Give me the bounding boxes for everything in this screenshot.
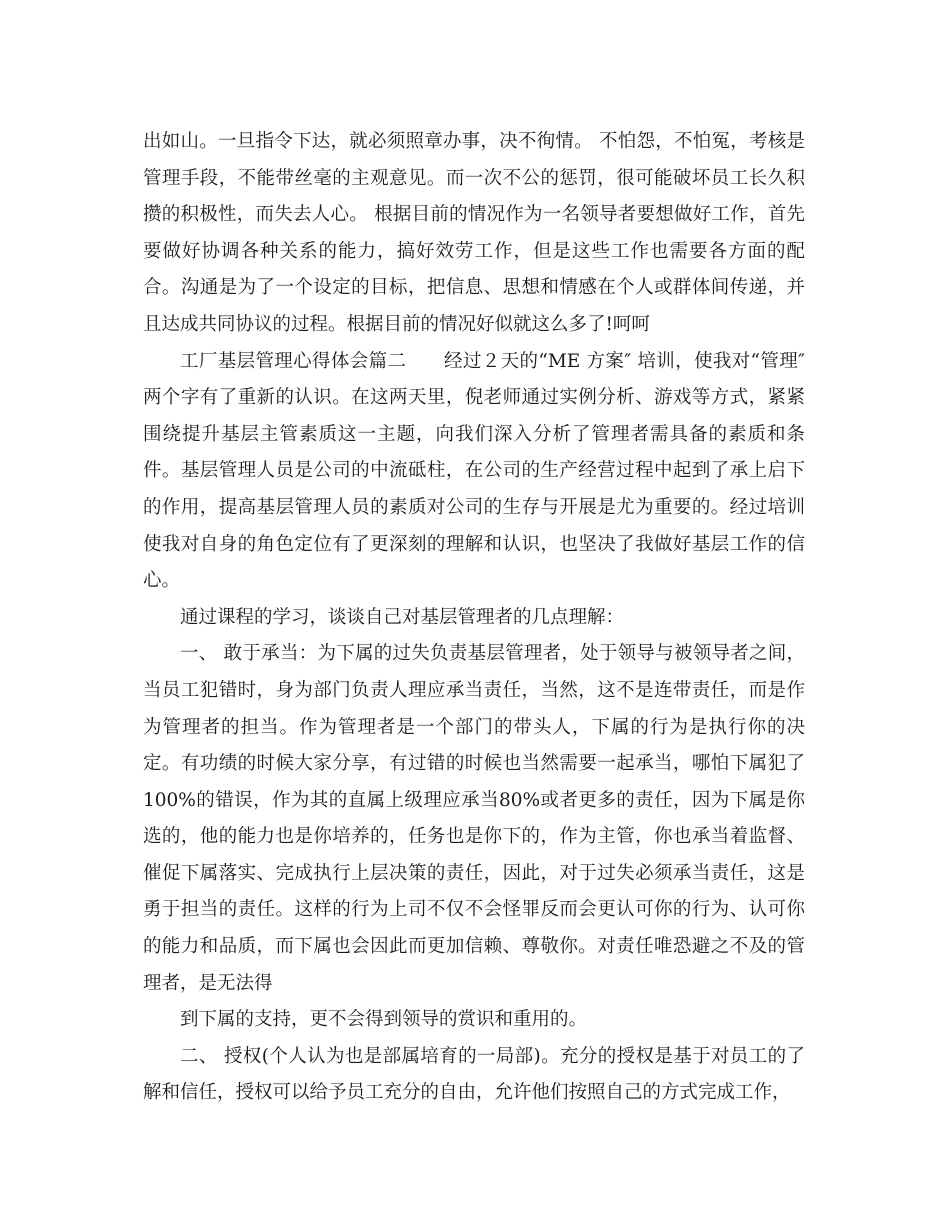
document-body <box>143 124 805 1112</box>
paragraph-section-two: 工厂基层管理心得体会篇二 经过２天的“ME 方案″ 培训，使我对“管理″两个字有了重新的认识。在这两天里，倪老师通过实例分析、游戏等方式，紧紧围绕提升基层主管素质这一主题，向我们深入分析了管理者需具备的素质和条件。基层管理人员是公司的中流砥柱，在公司的生产经营过程中起到了承上启下的作用，提高基层管理人员的素质对公司的生存与开展是尤为重要的。经过培训使我对自身的角色定位有了更深刻的理解和认识，也坚决了我做好基层工作的信心。 <box>143 350 805 592</box>
paragraph-point-one-continued: 到下属的支持，更不会得到领导的赏识和重用的。 <box>180 1009 588 1031</box>
paragraph-intro: 通过课程的学习，谈谈自己对基层管理者的几点理解： <box>180 606 625 628</box>
paragraph-point-two: 二、 授权(个人认为也是部属培育的一局部)。充分的授权是基于对员工的了解和信任，授权可以给予员工充分的自由，允许他们按照自己的方式完成工作， <box>143 1045 805 1104</box>
paragraph-continuation: 出如山。一旦指令下达，就必须照章办事，决不徇情。 不怕怨，不怕冤，考核是管理手段，不能带丝毫的主观意见。而一次不公的惩罚，很可能破坏员工长久积攒的积极性，而失去人心。 根据目前的情况作为一名领导者要想做好工作，首先要做好协调各种关系的能力，搞好效劳工作，但是这些工作也需要各方面的配合。沟通是为了一个设定的目标，把信息、思想和情感在个人或群体间传递，并且达成共同协议的过程。根据目前的情况好似就这么多了!呵呵 <box>143 131 805 335</box>
paragraph-point-one: 一、 敢于承当：为下属的过失负责基层管理者，处于领导与被领导者之间，当员工犯错时，身为部门负责人理应承当责任，当然，这不是连带责任，而是作为管理者的担当。作为管理者是一个部门的带头人，下属的行为是执行你的决定。有功绩的时候大家分享，有过错的时候也当然需要一起承当，哪怕下属犯了100%的错误，作为其的直属上级理应承当80%或者更多的责任，因为下属是你选的，他的能力也是你培养的，任务也是你下的，作为主管，你也承当着监督、催促下属落实、完成执行上层决策的责任，因此，对于过失必须承当责任，这是勇于担当的责任。这样的行为上司不仅不会怪罪反而会更认可你的行为、认可你的能力和品质，而下属也会因此而更加信赖、尊敬你。对责任唯恐避之不及的管理者，是无法得 <box>143 643 805 994</box>
